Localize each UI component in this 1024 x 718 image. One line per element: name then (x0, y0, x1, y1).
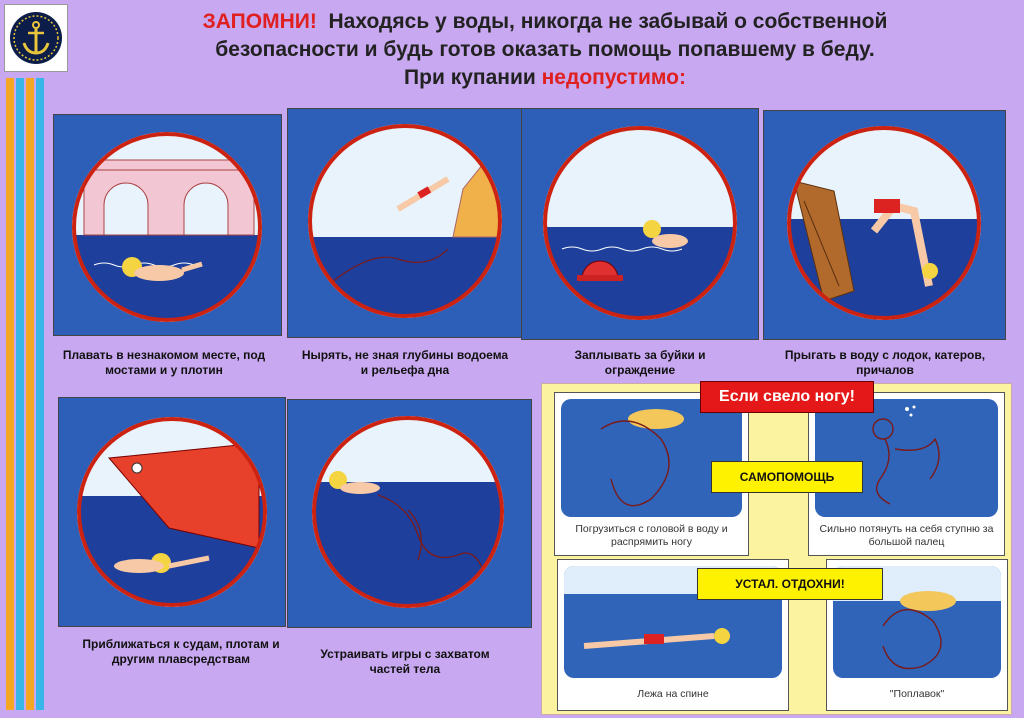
page-title (80, 8, 1010, 92)
title-line-3-prefix: При купании (404, 66, 536, 89)
cramp-title: Если свело ногу! (700, 381, 874, 413)
title-line-3-red: недопустимо: (541, 66, 686, 89)
cramp-tip-label-1: Погрузиться с головой в воду и распрямить ногу (575, 523, 728, 548)
rule-panel-ship (58, 397, 286, 627)
cramp-help-section (541, 383, 1012, 715)
anchor-emblem-icon (4, 4, 68, 72)
rule-panel-buoy (521, 108, 759, 340)
title-line-1: Находясь у воды, никогда не забывай о собственной (328, 10, 888, 33)
selfhelp-label: САМОПОМОЩЬ (711, 461, 863, 493)
decorative-stripes (6, 78, 46, 710)
remember-label: ЗАПОМНИ! (202, 10, 317, 33)
rule-caption-5: Приближаться к судам, плотам и другим плавсредствам (82, 637, 280, 666)
rule-caption-2: Нырять, не зная глубины водоема и рельефа дна (301, 348, 509, 377)
cramp-tip-label-4: "Поплавок" (889, 688, 945, 700)
rule-caption-6: Устраивать игры с захватом частей тела (320, 647, 490, 676)
rule-panel-games (287, 399, 532, 628)
rule-caption-3: Заплывать за буйки и ограждение (574, 348, 706, 377)
rule-panel-diving (287, 108, 523, 338)
rule-caption-4: Прыгать в воду с лодок, катеров, причалов (784, 348, 986, 377)
cramp-tip-label-2: Сильно потянуть на себя ступню за большой палец (819, 523, 994, 548)
rule-panel-bridge (53, 114, 282, 336)
rule-caption-1: Плавать в незнакомом месте, под мостами и у плотин (62, 348, 266, 377)
cramp-tip-label-3: Лежа на спине (637, 688, 709, 700)
rule-panel-boat-jump (763, 110, 1006, 340)
rest-label: УСТАЛ. ОТДОХНИ! (697, 568, 883, 600)
title-line-2: безопасности и будь готов оказать помощь попавшему в беду. (215, 38, 875, 61)
